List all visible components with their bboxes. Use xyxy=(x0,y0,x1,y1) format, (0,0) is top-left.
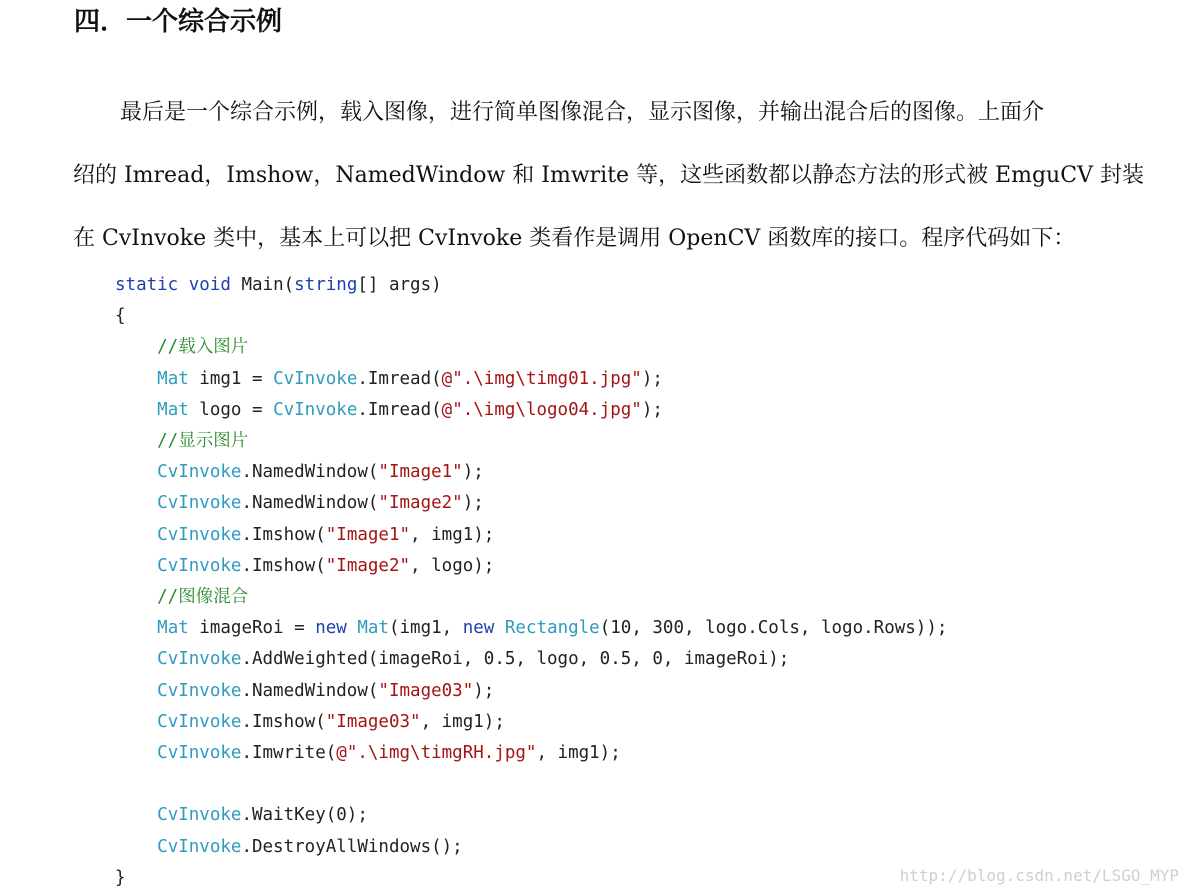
code-line xyxy=(115,364,663,395)
code-token: ); xyxy=(473,680,495,701)
code-token: CvInvoke xyxy=(157,836,242,857)
code-line xyxy=(115,520,494,551)
code-line xyxy=(115,582,248,613)
code-token: .WaitKey(0); xyxy=(241,805,368,826)
code-token: "Image2" xyxy=(378,493,463,514)
code-token: .NamedWindow( xyxy=(241,680,379,701)
code-token: ); xyxy=(641,368,663,389)
code-token: CvInvoke xyxy=(157,805,242,826)
code-token: CvInvoke xyxy=(157,743,242,763)
code-token: imageRoi = xyxy=(188,618,316,639)
code-token: Mat xyxy=(357,618,389,639)
code-token: (img1, xyxy=(388,618,463,639)
code-token: .AddWeighted(imageRoi, 0.5, logo, 0.5, 0, imageRoi); xyxy=(241,649,790,670)
code-token: ); xyxy=(462,493,484,514)
code-token: , img1); xyxy=(536,743,621,763)
code-token: "Image1" xyxy=(378,462,463,483)
code-token: new xyxy=(462,618,495,639)
code-token: CvInvoke xyxy=(157,524,242,545)
code-token: logo = xyxy=(188,399,274,420)
code-line xyxy=(115,426,248,457)
code-line xyxy=(115,707,505,738)
code-token: , logo); xyxy=(410,555,495,576)
code-token: @".\img\timgRH.jpg" xyxy=(336,743,537,763)
code-token: //图像混合 xyxy=(115,587,249,607)
code-token: CvInvoke xyxy=(273,368,358,389)
paragraph-line-2: 绍的 Imread，Imshow，NamedWindow 和 Imwrite 等，这些函数都以静态方法的形式被 EmguCV 封装 xyxy=(73,163,1144,188)
code-token: CvInvoke xyxy=(157,711,242,732)
code-token: .Imshow( xyxy=(241,555,326,576)
code-token: //载入图片 xyxy=(115,337,249,358)
code-token: "Image03" xyxy=(325,711,421,732)
code-token: .Imread( xyxy=(357,399,442,420)
code-token xyxy=(178,275,189,295)
code-token: , img1); xyxy=(410,524,495,545)
code-token xyxy=(115,712,157,732)
code-line xyxy=(115,457,484,488)
code-line xyxy=(115,332,248,363)
code-token: .DestroyAllWindows(); xyxy=(241,836,463,857)
code-token xyxy=(115,805,157,825)
code-token: Mat xyxy=(157,368,189,389)
section-heading: 四．一个综合示例 xyxy=(74,7,283,37)
code-line xyxy=(115,270,442,301)
code-token: CvInvoke xyxy=(157,462,242,483)
code-token: (10, 300, logo.Cols, logo.Rows)); xyxy=(599,618,948,639)
code-line xyxy=(115,395,663,426)
code-token: Rectangle xyxy=(504,618,600,639)
code-token: string xyxy=(294,275,358,295)
code-token: CvInvoke xyxy=(157,555,242,576)
code-token xyxy=(347,618,358,638)
code-token: Mat xyxy=(157,618,189,639)
code-token: , img1); xyxy=(420,711,505,732)
code-token xyxy=(115,743,157,763)
code-token: .Imread( xyxy=(357,368,442,389)
code-token: CvInvoke xyxy=(157,493,242,514)
code-line xyxy=(115,676,494,707)
code-token: Mat xyxy=(157,399,189,420)
code-token: @".\img\timg01.jpg" xyxy=(441,368,642,389)
code-token: img1 = xyxy=(188,368,274,389)
code-token xyxy=(115,649,157,669)
code-token: void xyxy=(188,275,231,295)
code-token xyxy=(115,618,157,638)
code-line xyxy=(115,644,789,675)
code-token: ); xyxy=(462,462,484,483)
code-token xyxy=(115,400,157,420)
code-line xyxy=(115,832,463,863)
code-token: CvInvoke xyxy=(157,649,242,670)
code-token: //显示图片 xyxy=(115,431,249,451)
code-token xyxy=(115,493,157,513)
code-token: CvInvoke xyxy=(273,399,358,420)
code-token xyxy=(115,369,157,389)
code-token: .Imwrite( xyxy=(241,743,337,763)
code-token: Main( xyxy=(230,275,295,295)
code-line xyxy=(115,863,126,894)
paragraph-line-3: 在 CvInvoke 类中，基本上可以把 CvInvoke 类看作是调用 OpenCV 函数库的接口。程序代码如下： xyxy=(73,226,1076,251)
code-token: .NamedWindow( xyxy=(241,493,379,514)
watermark-url: http://blog.csdn.net/LSGO_MYP xyxy=(899,866,1179,885)
code-token: .NamedWindow( xyxy=(241,462,379,483)
code-token: CvInvoke xyxy=(157,680,242,701)
code-token: ); xyxy=(641,399,663,420)
code-line xyxy=(115,551,494,582)
code-token xyxy=(115,525,157,545)
code-line xyxy=(115,800,368,831)
code-token: .Imshow( xyxy=(241,524,326,545)
code-token: "Image1" xyxy=(325,524,411,545)
code-token xyxy=(115,462,157,482)
code-token xyxy=(494,618,505,638)
code-token: .Imshow( xyxy=(241,711,326,732)
code-token: "Image2" xyxy=(325,555,411,576)
code-token: { xyxy=(115,306,126,327)
code-token: "Image03" xyxy=(378,680,474,701)
code-token xyxy=(115,681,157,701)
code-line xyxy=(115,613,947,644)
code-token: [] args) xyxy=(357,275,442,295)
code-token xyxy=(115,556,157,576)
code-line xyxy=(115,738,621,769)
code-line xyxy=(115,488,484,519)
code-token xyxy=(115,837,157,857)
code-token: new xyxy=(315,618,347,639)
paragraph-line-1: 最后是一个综合示例，载入图像，进行简单图像混合，显示图像，并输出混合后的图像。上面介 xyxy=(120,100,1045,125)
code-token: @".\img\logo04.jpg" xyxy=(441,399,642,420)
code-line xyxy=(115,301,126,332)
code-token: static xyxy=(115,275,179,295)
code-token: } xyxy=(115,867,126,888)
